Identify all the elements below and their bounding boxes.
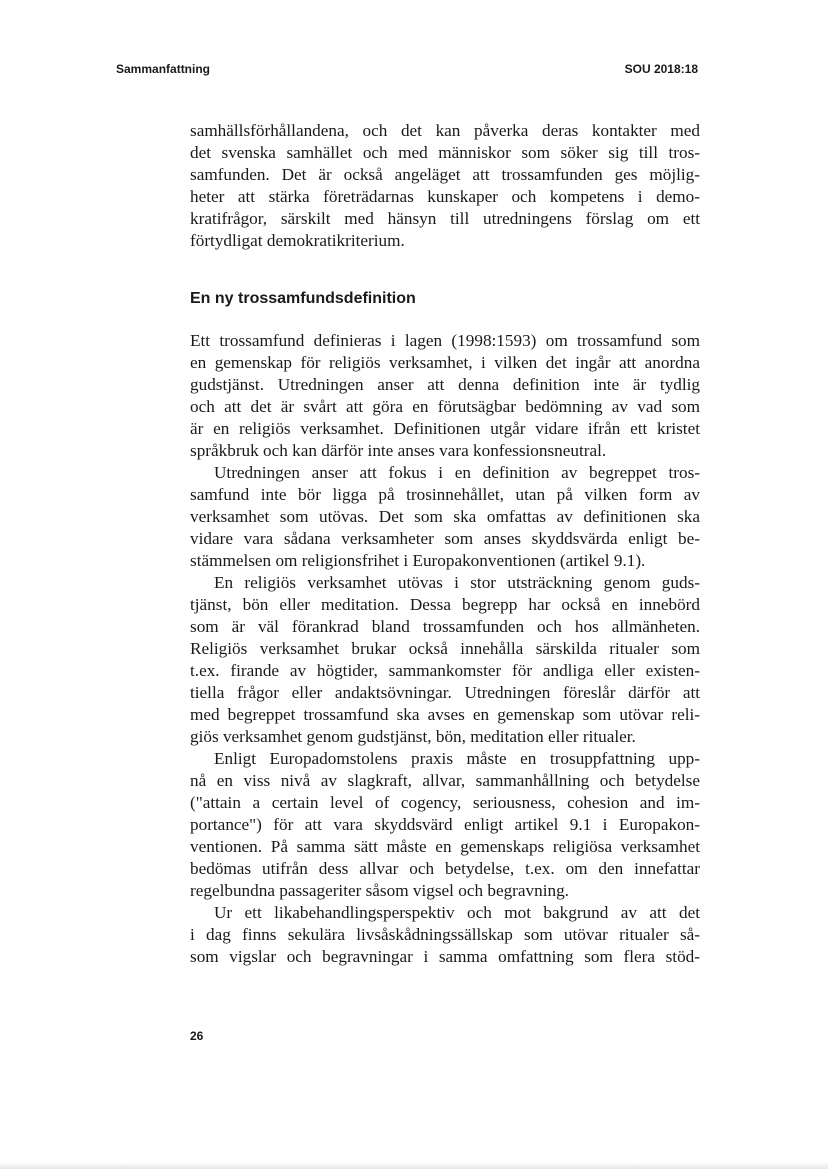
page-bottom-edge: [0, 1162, 828, 1169]
text-line: kratifrågor, särskilt med hänsyn till utredningens förslag om ett: [190, 209, 700, 228]
text-line: Utredningen anser att fokus i en definition av begreppet tros-: [214, 463, 700, 482]
text-line: en gemenskap för religiös verksamhet, i vilken det ingår att anordna: [190, 353, 700, 372]
text-line: vidare vara sådana verksamheter som anses skyddsvärda enligt be-: [190, 529, 700, 548]
text-line: som vigslar och begravningar i samma omfattning som flera stöd-: [190, 947, 700, 966]
text-line: förtydligat demokratikriterium.: [190, 231, 405, 250]
text-line: med begreppet trossamfund ska avses en gemenskap som utövar reli-: [190, 705, 700, 724]
text-line: stämmelsen om religionsfrihet i Europakonventionen (artikel 9.1).: [190, 551, 646, 570]
text-line: giös verksamhet genom gudstjänst, bön, meditation eller ritualer.: [190, 727, 636, 746]
text-line: Religiös verksamhet brukar också innehålla särskilda ritualer som: [190, 639, 700, 658]
text-line: det svenska samhället och med människor som söker sig till tros-: [190, 143, 700, 162]
text-line: heter att stärka företrädarnas kunskaper och kompetens i demo-: [190, 187, 700, 206]
text-line: som är väl förankrad bland trossamfunden och hos allmänheten.: [190, 617, 700, 636]
section-heading: En ny trossamfundsdefinition: [190, 290, 416, 307]
text-line: samfund inte bör ligga på trosinnehållet, utan på vilken form av: [190, 485, 700, 504]
text-line: portance") för att vara skyddsvärd enligt artikel 9.1 i Europakon-: [190, 815, 700, 834]
text-line: Ett trossamfund definieras i lagen (1998:1593) om trossamfund som: [190, 331, 700, 350]
page-number: 26: [190, 1029, 204, 1043]
text-line: och att det är svårt att göra en förutsägbar bedömning av vad som: [190, 397, 700, 416]
text-line: bedömas utifrån dess allvar och betydelse, t.ex. om den innefattar: [190, 859, 700, 878]
text-line: ("attain a certain level of cogency, seriousness, cohesion and im-: [190, 793, 700, 812]
text-line: i dag finns sekulära livsåskådningssällskap som utövar ritualer så-: [190, 925, 700, 944]
text-line: tiella frågor eller andaktsövningar. Utredningen föreslår därför att: [190, 683, 700, 702]
text-line: En religiös verksamhet utövas i stor utsträckning genom guds-: [214, 573, 700, 592]
text-line: verksamhet som utövas. Det som ska omfattas av definitionen ska: [190, 507, 700, 526]
text-line: är en religiös verksamhet. Definitionen utgår vidare ifrån ett kristet: [190, 419, 700, 438]
running-head-section: Sammanfattning: [116, 62, 211, 76]
text-line: Enligt Europadomstolens praxis måste en trosuppfattning upp-: [214, 749, 700, 768]
text-line: t.ex. firande av högtider, sammankomster för andliga eller existen-: [190, 661, 700, 680]
text-line: ventionen. På samma sätt måste en gemenskaps religiösa verksamhet: [190, 837, 700, 856]
text-line: samhällsförhållandena, och det kan påverka deras kontakter med: [190, 121, 700, 140]
text-line: språkbruk och kan därför inte anses vara konfessionsneutral.: [190, 441, 607, 460]
running-head-report-id: SOU 2018:18: [624, 62, 698, 76]
text-line: samfunden. Det är också angeläget att trossamfunden ges möjlig-: [190, 165, 700, 184]
text-line: Ur ett likabehandlingsperspektiv och mot bakgrund av att det: [214, 903, 700, 922]
text-line: gudstjänst. Utredningen anser att denna definition inte är tydlig: [190, 375, 700, 394]
text-line: regelbundna passageriter såsom vigsel och begravning.: [190, 881, 569, 900]
text-line: tjänst, bön eller meditation. Dessa begrepp har också en innebörd: [190, 595, 700, 614]
text-line: nå en viss nivå av slagkraft, allvar, sammanhållning och betydelse: [190, 771, 700, 790]
